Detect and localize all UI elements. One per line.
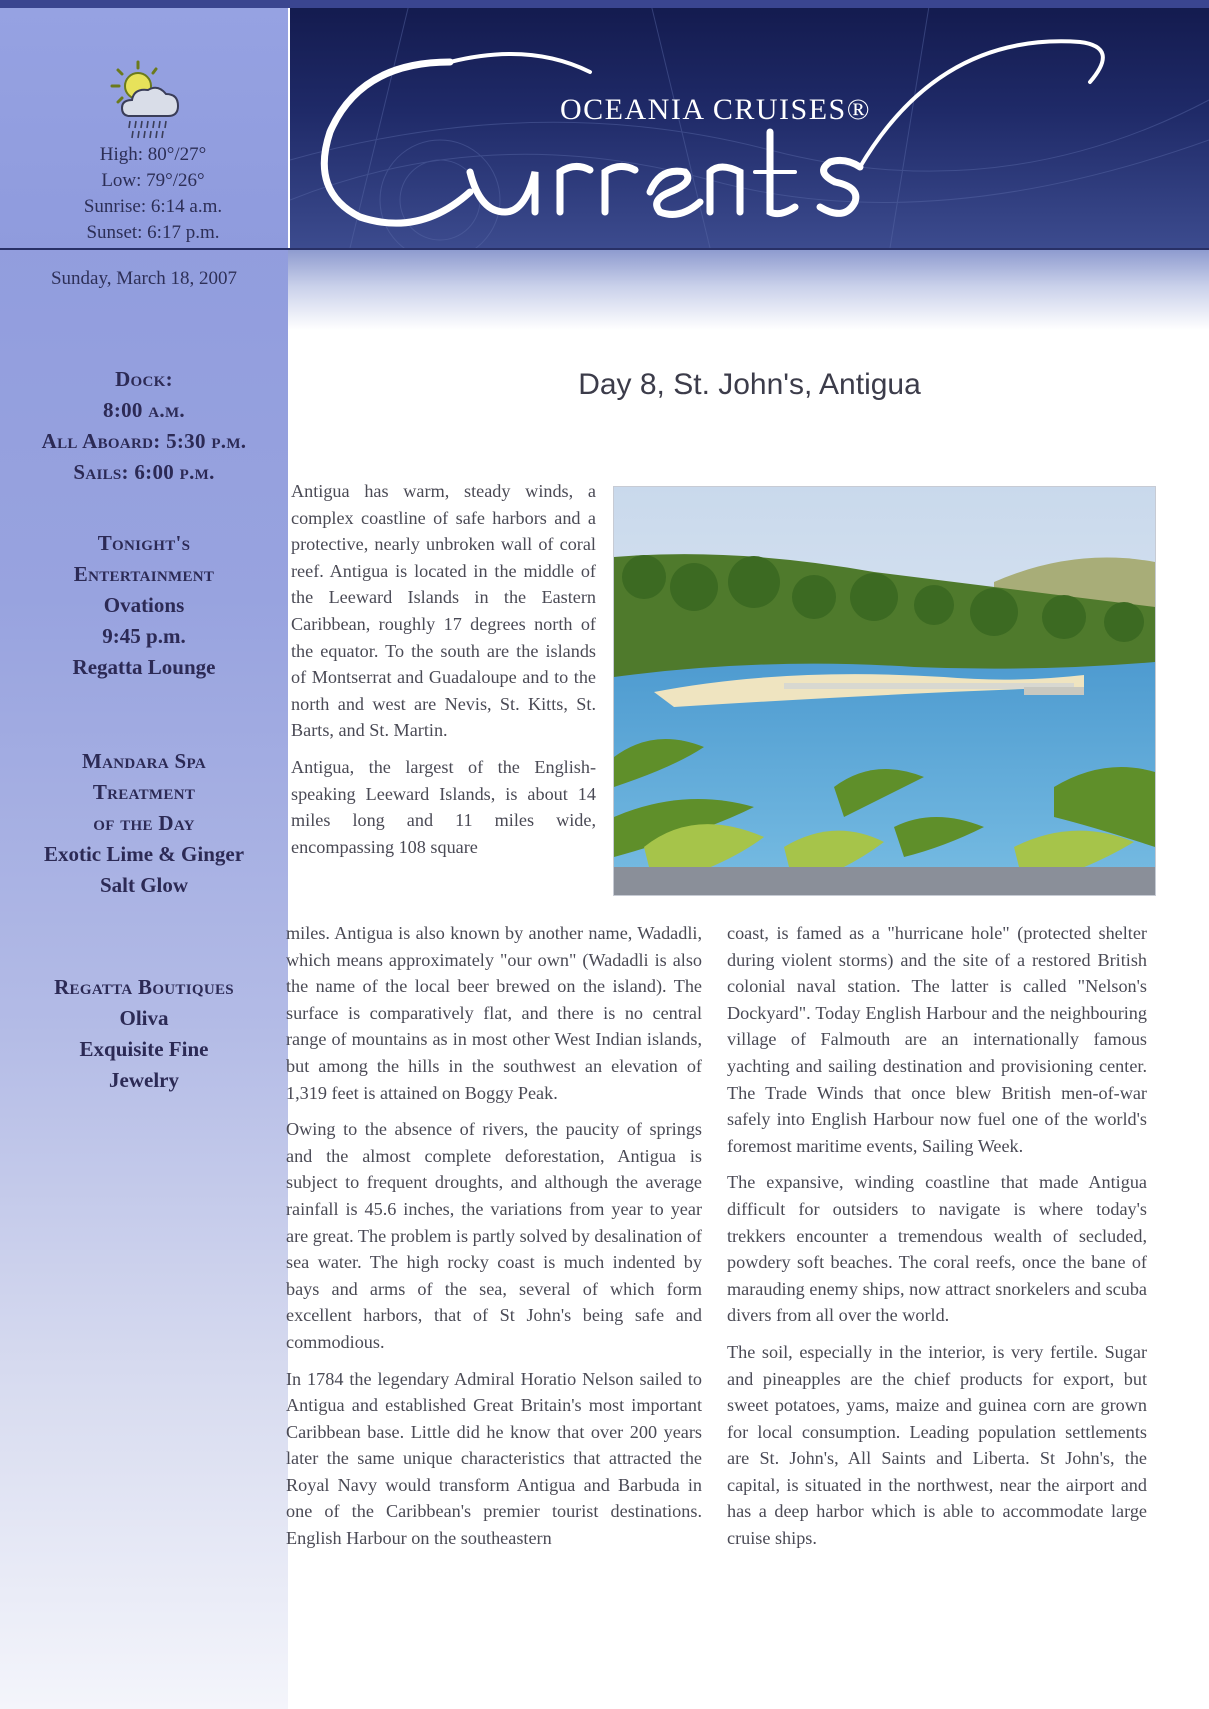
- article-column-1-top: [291, 478, 596, 860]
- dock-time: 8:00 a.m.: [103, 398, 185, 422]
- entertainment-heading-1: Tonight's: [97, 531, 191, 555]
- weather-details: [0, 142, 288, 246]
- article-paragraph-5: The expansive, winding coastline that made Antigua difficult for outsiders to navigate is where today's trekkers encounter a tremendous wealth of secluded, powdery soft beaches. The coral reefs, once the bane of marauding enemy ships, now attract snorkelers and scuba divers from all over the world.: [727, 1172, 1147, 1326]
- entertainment-block: [0, 528, 288, 683]
- harbor-image-icon: [614, 487, 1155, 895]
- weather-high: High: 80°/27°: [99, 144, 207, 165]
- weather-low: Low: 79°/26°: [101, 170, 205, 191]
- boutiques-item-1: Exquisite Fine: [79, 1037, 209, 1061]
- masthead-fade: [288, 250, 1209, 330]
- all-aboard-time: All Aboard: 5:30 p.m.: [41, 429, 247, 453]
- weather-panel: [0, 0, 288, 250]
- dock-label: Dock:: [115, 367, 173, 391]
- currents-logo: [300, 22, 1200, 252]
- top-edge: [0, 0, 1209, 8]
- article-paragraph-6: The soil, especially in the interior, is very fertile. Sugar and pineapples are the chief products for export, but sweet potatoes, yams, maize and guinea corn are grown for local consumption. Leading population settlements are St. John's, All Saints and Liberta. St John's, the capital, is situated in the northwest, near the airport and has a deep harbor which is able to accommodate large cruise ships.: [727, 1341, 1147, 1549]
- spa-heading-1: Mandara Spa: [82, 749, 206, 773]
- spa-heading-2: Treatment: [92, 780, 196, 804]
- spa-block: [0, 746, 288, 901]
- weather-sunset: Sunset: 6:17 p.m.: [86, 222, 220, 243]
- weather-sunrise: Sunrise: 6:14 a.m.: [83, 196, 223, 217]
- article-paragraph-4-cont: coast, is famed as a "hurricane hole" (protected shelter during violent storms) and the site of a restored British colonial naval station. The latter is called "Nelson's Dockyard". Today English Harbour and the neighbouring village of Falmouth are an internationally famous yachting and sailing destination and provisioning center. The Trade Winds that once blew British men-of-war safely into English Harbour now fuel one of the world's foremost maritime events, Sailing Week.: [727, 923, 1147, 1156]
- spa-heading-3: of the Day: [93, 811, 195, 835]
- harbor-photo: [613, 486, 1156, 896]
- brand-name: OCEANIA CRUISES®: [560, 93, 871, 126]
- entertainment-show: Ovations: [103, 593, 185, 617]
- article-paragraph-2b: miles. Antigua is also known by another name, Wadadli, which means approximately "our own" (Wadadli is also the name of the local beer brewed on the island). The surface is comparatively flat, and there is no central range of mountains as in most other West Indian islands, but among the hills in the southwest an elevation of 1,319 feet is attained on Boggy Peak.: [286, 923, 702, 1103]
- boutiques-item-2: Jewelry: [109, 1068, 179, 1092]
- article-paragraph-2a: Antigua, the largest of the English-speaking Leeward Islands, is about 14 miles long and 11 miles wide, encompassing 108 square: [291, 756, 596, 857]
- spa-treatment-2: Salt Glow: [99, 873, 189, 897]
- article-paragraph-4: In 1784 the legendary Admiral Horatio Nelson sailed to Antigua and established Great Britain's most important Caribbean base. Little did he know that over 200 years later the same unique characteristics that attracted the Royal Navy would transform Antigua and Barbuda in one of the Caribbean's premier tourist destinations. English Harbour on the southeastern: [286, 1368, 702, 1549]
- article-column-2: [727, 920, 1147, 1562]
- article-column-1-bottom: [286, 920, 702, 1552]
- article-paragraph-3: Owing to the absence of rivers, the paucity of springs and the almost complete deforestation, Antigua is subject to frequent droughts, and although the average rainfall is 45.6 inches, the variations from year to year are great. The problem is partly solved by desalination of sea water. The high rocky coast is much indented by bays and arms of the sea, several of which form excellent harbors, that of St John's being safe and commodious.: [286, 1119, 702, 1352]
- entertainment-venue: Regatta Lounge: [72, 655, 216, 679]
- sail-time: Sails: 6:00 p.m.: [73, 460, 215, 484]
- issue-date: Sunday, March 18, 2007: [50, 268, 238, 289]
- boutiques-brand: Oliva: [119, 1006, 169, 1030]
- boutiques-block: [0, 972, 288, 1096]
- dock-times: [0, 364, 288, 488]
- boutiques-heading: Regatta Boutiques: [54, 975, 234, 999]
- page-title: Day 8, St. John's, Antigua: [578, 368, 921, 401]
- sidebar: [0, 0, 288, 1709]
- article-paragraph-1: Antigua has warm, steady winds, a complex coastline of safe harbors and a protective, nearly unbroken wall of coral reef. Antigua is located in the middle of the Leeward Islands in the Eastern Caribbean, roughly 17 degrees north of the equator. To the south are the islands of Montserrat and Guadaloupe and to the north and west are Nevis, St. Kitts, St. Barts, and St. Martin.: [291, 481, 596, 741]
- spa-treatment-1: Exotic Lime & Ginger: [43, 842, 245, 866]
- entertainment-time: 9:45 p.m.: [102, 624, 186, 648]
- sun-behind-rain-cloud-icon: [100, 58, 190, 148]
- entertainment-heading-2: Entertainment: [73, 562, 215, 586]
